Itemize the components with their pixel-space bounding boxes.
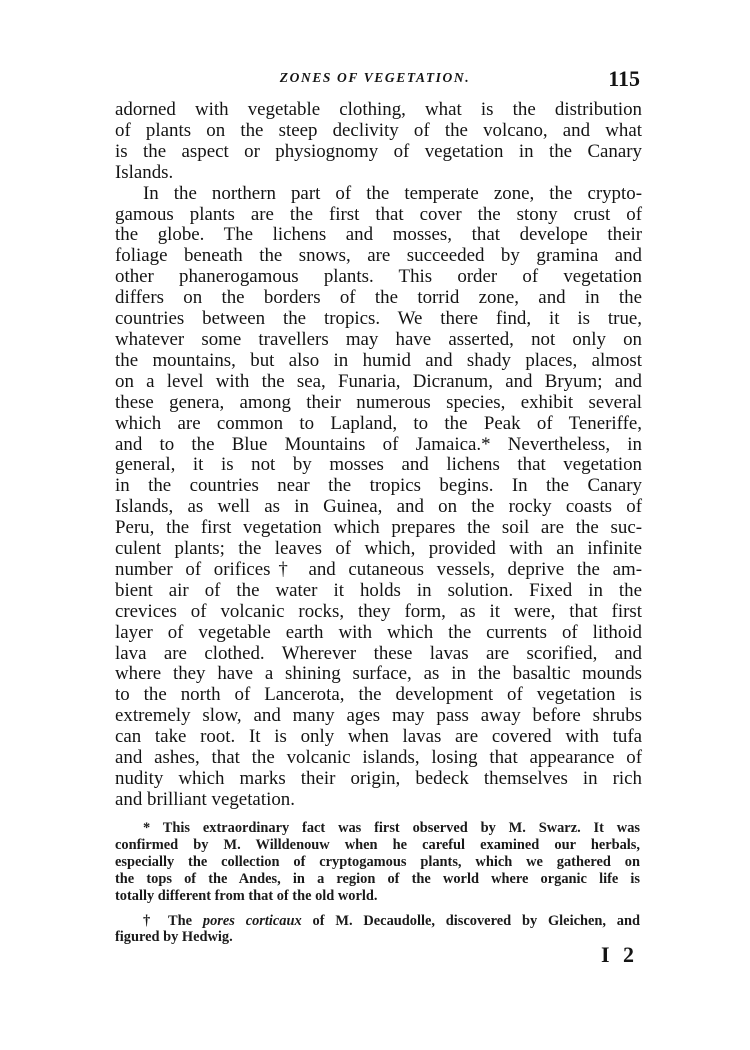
body-line: is the aspect or physiognomy of vegetation in the Canary (115, 140, 642, 162)
body-line: of plants on the steep declivity of the volcano, and what (115, 119, 642, 141)
body-line: whatever some travellers may have asserted, not only on (115, 328, 642, 350)
running-head (110, 62, 640, 92)
body-line: and brilliant vegetation. (115, 788, 295, 810)
body-line: general, it is not by mosses and lichens that vegetation (115, 454, 642, 476)
body-line: to the north of Lancerota, the development of vegetation is (115, 684, 642, 706)
body-line: culent plants; the leaves of which, provided with an infinite (115, 538, 642, 560)
footnote-gap (115, 905, 640, 913)
body-line: gamous plants are the first that cover the stony crust of (115, 203, 642, 225)
footnote-line: totally different from that of the old world. (115, 887, 378, 904)
body-line: where they have a shining surface, as in the basaltic mounds (115, 663, 642, 685)
body-line: adorned with vegetable clothing, what is the distribution (115, 99, 642, 120)
body-line: foliage beneath the snows, are succeeded by gramina and (115, 245, 642, 267)
body-line: nudity which marks their origin, bedeck themselves in rich (115, 768, 642, 789)
body-line: lava are clothed. Wherever these lavas are scorified, and (115, 642, 642, 664)
running-title: ZONES OF VEGETATION. (279, 70, 471, 85)
body-line: the globe. The lichens and mosses, that develope their (115, 224, 642, 246)
body-line: can take root. It is only when lavas are covered with tufa (115, 726, 642, 748)
body-line: and ashes, that the volcanic islands, losing that appearance of (115, 747, 642, 769)
body-line: Islands. (115, 161, 174, 183)
body-line: on a level with the sea, Funaria, Dicranum, and Bryum; and (115, 370, 642, 392)
body-line: number of orifices† and cutaneous vessels, deprive the am- (115, 558, 642, 580)
body-line: and to the Blue Mountains of Jamaica.* Nevertheless, in (115, 433, 642, 455)
body-line: crevices of volcanic rocks, they form, as it were, that first (115, 600, 642, 622)
body-line: the mountains, but also in humid and shady places, almost (115, 349, 642, 371)
body-line: differs on the borders of the torrid zone, and in the (115, 287, 642, 309)
signature-mark: I 2 (600, 942, 638, 967)
footnote-line (115, 913, 640, 930)
footnote-line: * This extraordinary fact was first observed by M. Swarz. It was (143, 820, 640, 836)
footnotes (115, 820, 640, 946)
footnote-line: confirmed by M. Willdenouw when he careful examined our herbals, (115, 836, 640, 853)
footnote-line: the tops of the Andes, in a region of the world where organic life is (115, 870, 640, 887)
body-line: layer of vegetable earth with which the currents of lithoid (115, 621, 642, 643)
body-text (115, 100, 642, 811)
body-line: which are common to Lapland, to the Peak of Teneriffe, (115, 412, 642, 434)
body-line: in the countries near the tropics begins. In the Canary (115, 475, 642, 497)
body-line: Peru, the first vegetation which prepares the soil are the suc- (115, 517, 642, 539)
body-line: these genera, among their numerous species, exhibit several (115, 391, 642, 413)
body-line: countries between the tropics. We there find, it is true, (115, 308, 642, 330)
footnote-prefix: † The (143, 912, 203, 929)
body-line: In the northern part of the temperate zone, the crypto- (143, 182, 642, 204)
body-line: Islands, as well as in Guinea, and on the rocky coasts of (115, 496, 642, 518)
page-number: 115 (608, 66, 640, 91)
body-line: other phanerogamous plants. This order of vegetation (115, 266, 642, 288)
footnote-line: figured by Hedwig. (115, 929, 233, 946)
footnote-italic-term: pores corticaux (202, 912, 302, 929)
body-line: extremely slow, and many ages may pass away before shrubs (115, 705, 642, 727)
body-line: bient air of the water it holds in solution. Fixed in the (115, 579, 642, 601)
footnote-line: especially the collection of cryptogamous plants, which we gathered on (115, 853, 640, 870)
footnote-text: of M. Decaudolle, discovered by Gleichen, and (301, 912, 640, 929)
